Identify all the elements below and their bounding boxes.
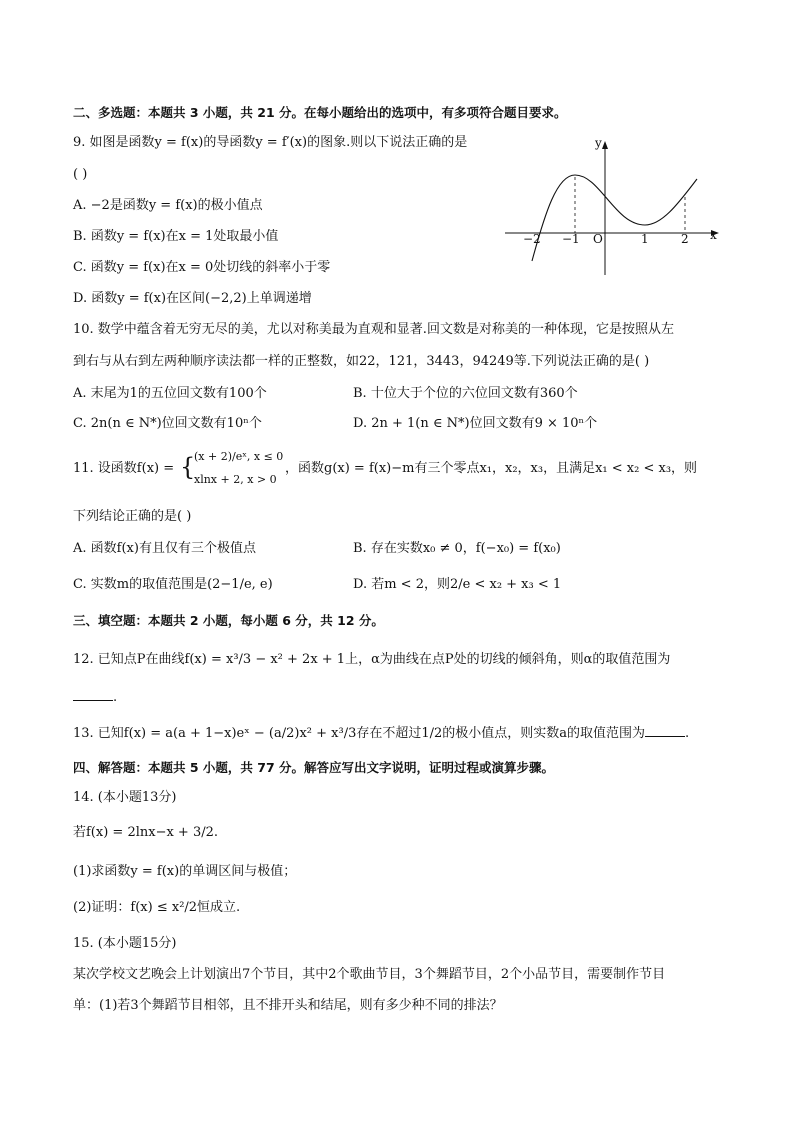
tick-label-neg1: −1 [562, 232, 580, 246]
q10-option-d: D. 2n + 1(n ∈ N*)位回文数有9 × 10ⁿ个 [353, 416, 598, 431]
q12-answer-line [73, 688, 117, 707]
q12-line1: 12. 已知点P在曲线f(x) = x³/3 − x² + 2x + 1上，α为曲线在点P处的切线的倾斜角，则α的取值范围为 [73, 652, 671, 667]
section-2-heading: 二、多选题：本题共 3 小题，共 21 分。在每小题给出的选项中，有多项符合题目要求。 [73, 105, 567, 120]
derivative-curve [532, 175, 697, 261]
tick-label-1: 1 [641, 232, 649, 246]
q10-line1: 10. 数学中蕴含着无穷无尽的美，尤以对称美最为直观和显著.回文数是对称美的一种体现，它是按照从左 [73, 322, 674, 337]
q14-part2: (2)证明：f(x) ≤ x²/2恒成立. [73, 900, 241, 915]
q13-text: 13. 已知f(x) = a(a + 1−x)eˣ − (a/2)x² + x³/3存在不超过1/2的极小值点，则实数a的取值范围为 [73, 726, 646, 741]
section-4-heading: 四、解答题：本题共 5 小题，共 77 分。解答应写出文字说明，证明过程或演算步骤。 [73, 760, 555, 775]
q11-case2: xlnx + 2, x > 0 [194, 473, 277, 486]
q15-line1: 某次学校文艺晚会上计划演出7个节目，其中2个歌曲节目，3个舞蹈节目，2个小品节目，需要制作节目 [73, 967, 666, 982]
q9-option-c: C. 函数y = f(x)在x = 0处切线的斜率小于零 [73, 260, 331, 275]
q15-line2: 单：(1)若3个舞蹈节目相邻，且不排开头和结尾，则有多少种不同的排法？ [73, 998, 503, 1013]
q15-title: 15. (本小题15分) [73, 936, 177, 951]
q11-option-c: C. 实数m的取值范围是(2−1/e, e) [73, 577, 273, 592]
q13-blank [645, 724, 685, 737]
section-3-heading: 三、填空题：本题共 2 小题，每小题 6 分，共 12 分。 [73, 613, 384, 628]
q13-line [73, 724, 689, 743]
y-axis-label: y [595, 136, 602, 150]
q11-option-d: D. 若m < 2，则2/e < x₂ + x₃ < 1 [353, 577, 562, 592]
q11-line2: 下列结论正确的是( ) [73, 509, 192, 524]
q14-part1: (1)求函数y = f(x)的单调区间与极值； [73, 864, 297, 879]
tick-label-2: 2 [681, 232, 689, 246]
q9-paren: ( ) [73, 167, 88, 182]
q14-title: 14. (本小题13分) [73, 790, 177, 805]
q9-option-d: D. 函数y = f(x)在区间(−2,2)上单调递增 [73, 291, 312, 306]
derivative-graph [505, 133, 725, 278]
q9-stem: 9. 如图是函数y = f(x)的导函数y = f′(x)的图象.则以下说法正确的是 [73, 135, 468, 150]
q11-suffix: ，函数g(x) = f(x)−m有三个零点x₁，x₂，x₃，且满足x₁ < x₂ < x₃，则 [285, 461, 698, 476]
q9-option-a: A. −2是函数y = f(x)的极小值点 [73, 198, 263, 213]
q10-line2: 到右与从右到左两种顺序读法都一样的正整数，如22，121，3443，94249等.下列说法正确的是( ) [73, 354, 650, 369]
x-axis-label: x [710, 228, 717, 242]
q12-blank [73, 688, 113, 701]
tick-label-neg2: −2 [523, 232, 541, 246]
origin-label: O [593, 232, 603, 246]
y-axis-arrow [602, 141, 608, 149]
q10-option-a: A. 末尾为1的五位回文数有100个 [73, 386, 267, 401]
q11-brace: { [180, 453, 196, 481]
q11-prefix: 11. 设函数f(x) = [73, 461, 175, 476]
q14-given: 若f(x) = 2lnx−x + 3/2. [73, 825, 219, 840]
q11-option-a: A. 函数f(x)有且仅有三个极值点 [73, 541, 256, 556]
q13-end: . [685, 726, 690, 741]
q10-option-c: C. 2n(n ∈ N*)位回文数有10ⁿ个 [73, 416, 262, 431]
q12-end: . [113, 690, 118, 705]
q11-option-b: B. 存在实数x₀ ≠ 0，f(−x₀) = f(x₀) [353, 541, 561, 556]
q10-option-b: B. 十位大于个位的六位回文数有360个 [353, 386, 578, 401]
q11-case1: (x + 2)/eˣ, x ≤ 0 [194, 450, 284, 463]
q9-option-b: B. 函数y = f(x)在x = 1处取最小值 [73, 229, 279, 244]
